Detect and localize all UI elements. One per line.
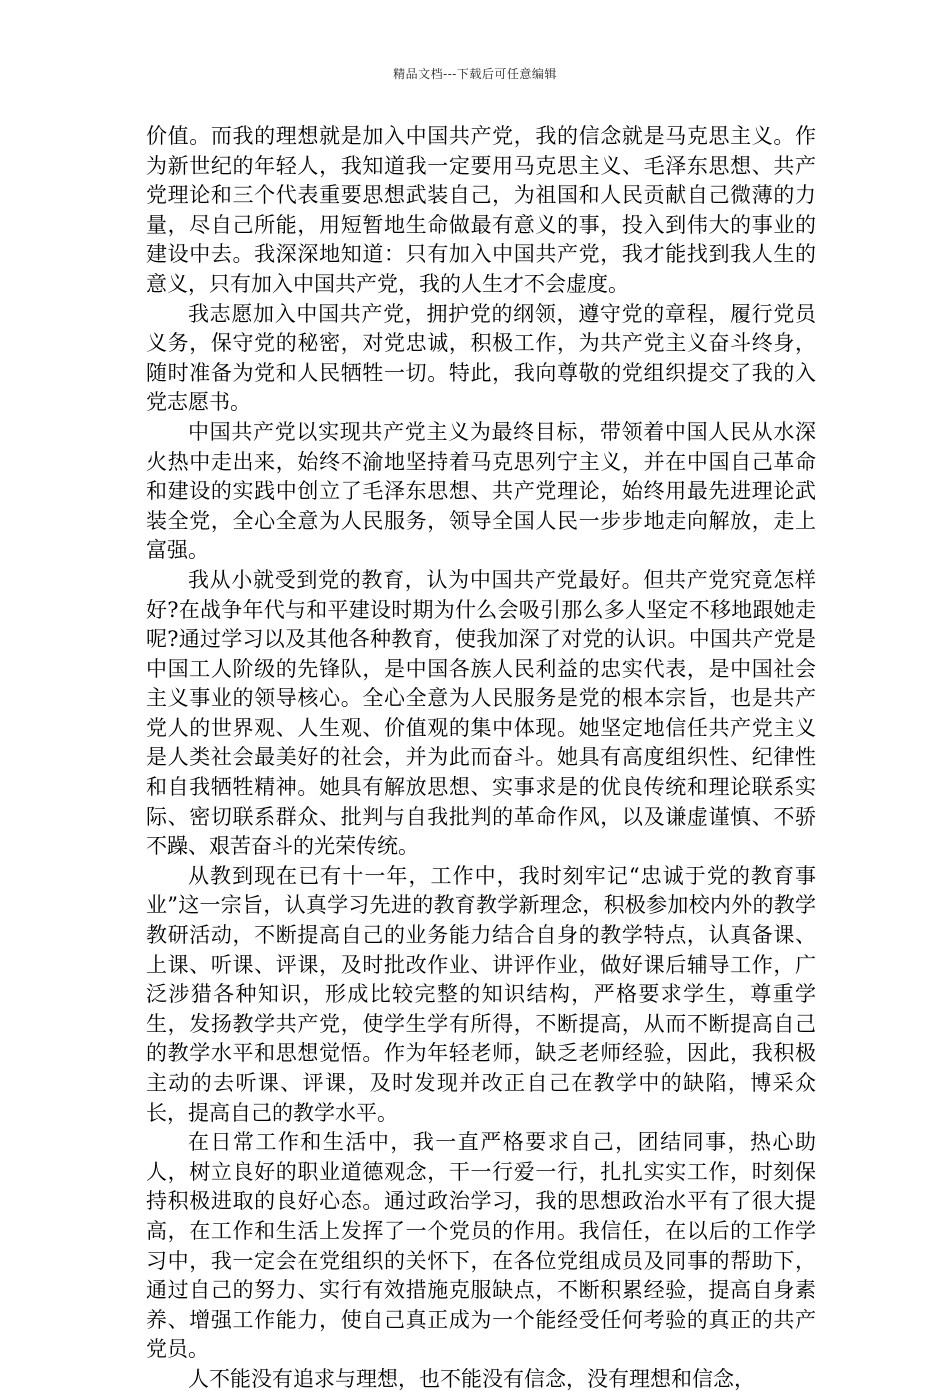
paragraph: 中国共产党以实现共产党主义为最终目标，带领着中国人民从水深火热中走出来，始终不渝地坚持着马克思列宁主义，并在中国自己革命和建设的实践中创立了毛泽东思想、共产党理论，始终用最先进理论武装全党，全心全意为人民服务，领导全国人民一步步地走向解放，走上富强。 xyxy=(146,419,816,563)
paragraph: 我志愿加入中国共产党，拥护党的纲领，遵守党的章程，履行党员义务，保守党的秘密，对党忠诚，积极工作，为共产党主义奋斗终身，随时准备为党和人民牺牲一切。特此，我向尊敬的党组织提交了我的入党志愿书。 xyxy=(146,301,816,415)
paragraph: 人不能没有追求与理想，也不能没有信念，没有理想和信念， xyxy=(188,1366,755,1391)
paragraph: 我从小就受到党的教育，认为中国共产党最好。但共产党究竟怎样好?在战争年代与和平建设时期为什么会吸引那么多人坚定不移地跟她走呢?通过学习以及其他各种教育，使我加深了对党的认识。中国共产党是中国工人阶级的先锋队，是中国各族人民利益的忠实代表，是中国社会主义事业的领导核心。全心全意为人民服务是党的根本宗旨，也是共产党人的世界观、人生观、价值观的集中体现。她坚定地信任共产党主义是人类社会最美好的社会，并为此而奋斗。她具有高度组织性、纪律性和自我牺牲精神。她具有解放思想、实事求是的优良传统和理论联系实际、密切联系群众、批判与自我批判的革命作风，以及谦虚谨慎、不骄不躁、艰苦奋斗的光荣传统。 xyxy=(146,567,816,859)
paragraph: 在日常工作和生活中，我一直严格要求自己，团结同事，热心助人，树立良好的职业道德观念，干一行爱一行，扎扎实实工作，时刻保持积极进取的良好心态。通过政治学习，我的思想政治水平有了很大提高，在工作和生活上发挥了一个党员的作用。我信任，在以后的工作学习中，我一定会在党组织的关怀下，在各位党组成员及同事的帮助下，通过自己的努力、实行有效措施克服缺点，不断积累经验，提高自身素养、增强工作能力，使自己真正成为一个能经受任何考验的真正的共产党员。 xyxy=(146,1130,816,1362)
paragraph-continued: 价值。而我的理想就是加入中国共产党，我的信念就是马克思主义。作为新世纪的年轻人，我知道我一定要用马克思主义、毛泽东思想、共产党理论和三个代表重要思想武装自己，为祖国和人民贡献自己微薄的力量，尽自己所能，用短暂地生命做最有意义的事，投入到伟大的事业的建设中去。我深深地知道：只有加入中国共产党，我才能找到我人生的意义，只有加入中国共产党，我的人生才不会虚度。 xyxy=(146,124,816,296)
page-header: 精品文档---下载后可任意编辑 xyxy=(393,67,557,81)
document-body xyxy=(146,122,816,1395)
paragraph: 从教到现在已有十一年，工作中，我时刻牢记“忠诚于党的教育事业”这一宗旨，认真学习先进的教育教学新理念，积极参加校内外的教学教研活动，不断提高自己的业务能力结合自身的教学特点，认真备课、上课、听课、评课，及时批改作业、讲评作业，做好课后辅导工作，广泛涉猎各种知识，形成比较完整的知识结构，严格要求学生，尊重学生，发扬教学共产党，使学生学有所得，不断提高，从而不断提高自己的教学水平和思想觉悟。作为年轻老师，缺乏老师经验，因此，我积极主动的去听课、评课，及时发现并改正自己在教学中的缺陷，博采众长，提高自己的教学水平。 xyxy=(146,863,816,1125)
